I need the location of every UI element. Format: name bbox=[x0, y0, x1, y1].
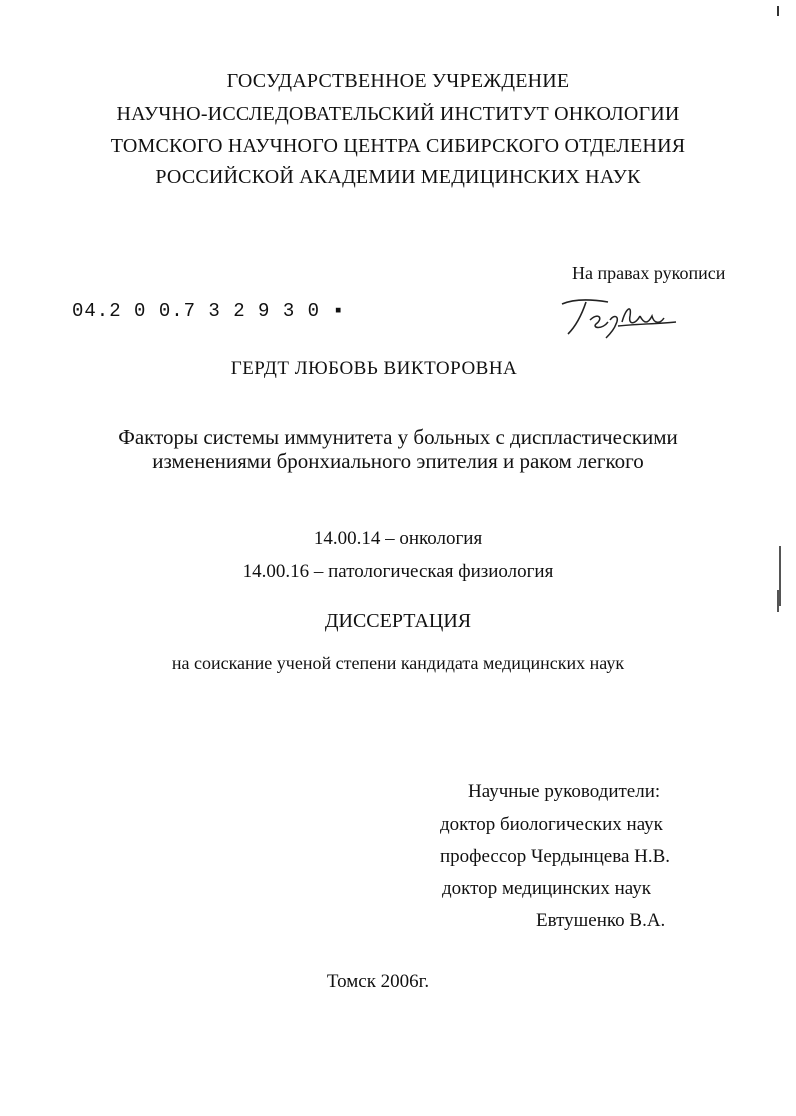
author-name: ГЕРДТ ЛЮБОВЬ ВИКТОРОВНА bbox=[230, 358, 518, 379]
dissertation-title-line-2: изменениями бронхиального эпителия и раком легкого bbox=[152, 449, 644, 473]
handwritten-signature bbox=[556, 294, 680, 340]
place-and-year: Томск 2006г. bbox=[326, 971, 430, 992]
document-type: ДИССЕРТАЦИЯ bbox=[324, 610, 472, 632]
specialty-code-1: 14.00.14 – онкология bbox=[313, 528, 483, 549]
degree-statement: на соискание ученой степени кандидата медицинских наук bbox=[171, 653, 625, 673]
supervisor-2-name: Евтушенко В.А. bbox=[536, 910, 666, 931]
specialty-code-2: 14.00.16 – патологическая физиология bbox=[242, 561, 554, 582]
stamp-number: 04.2 0 0.7 3 2 9 3 0 bbox=[72, 300, 321, 322]
supervisors-heading: Научные руководители: bbox=[468, 781, 661, 802]
institution-line-4: РОССИЙСКОЙ АКАДЕМИИ МЕДИЦИНСКИХ НАУК bbox=[155, 166, 641, 188]
supervisor-1-title: доктор биологических наук bbox=[440, 814, 663, 835]
institution-line-2: НАУЧНО-ИССЛЕДОВАТЕЛЬСКИЙ ИНСТИТУТ ОНКОЛОГИИ bbox=[116, 103, 680, 125]
dissertation-title-line-1: Факторы системы иммунитета у больных с диспластическими bbox=[118, 425, 678, 449]
scan-mark bbox=[777, 590, 779, 612]
inventory-stamp bbox=[72, 300, 345, 322]
rights-note: На правах рукописи bbox=[572, 263, 726, 283]
stamp-dot: ▪ bbox=[332, 300, 345, 322]
supervisor-1-name: профессор Чердынцева Н.В. bbox=[440, 846, 671, 867]
institution-line-3: ТОМСКОГО НАУЧНОГО ЦЕНТРА СИБИРСКОГО ОТДЕЛЕНИЯ bbox=[110, 135, 686, 157]
scan-mark bbox=[777, 6, 779, 16]
supervisor-2-title: доктор медицинских наук bbox=[442, 878, 651, 899]
institution-line-1: ГОСУДАРСТВЕННОЕ УЧРЕЖДЕНИЕ bbox=[226, 70, 570, 92]
